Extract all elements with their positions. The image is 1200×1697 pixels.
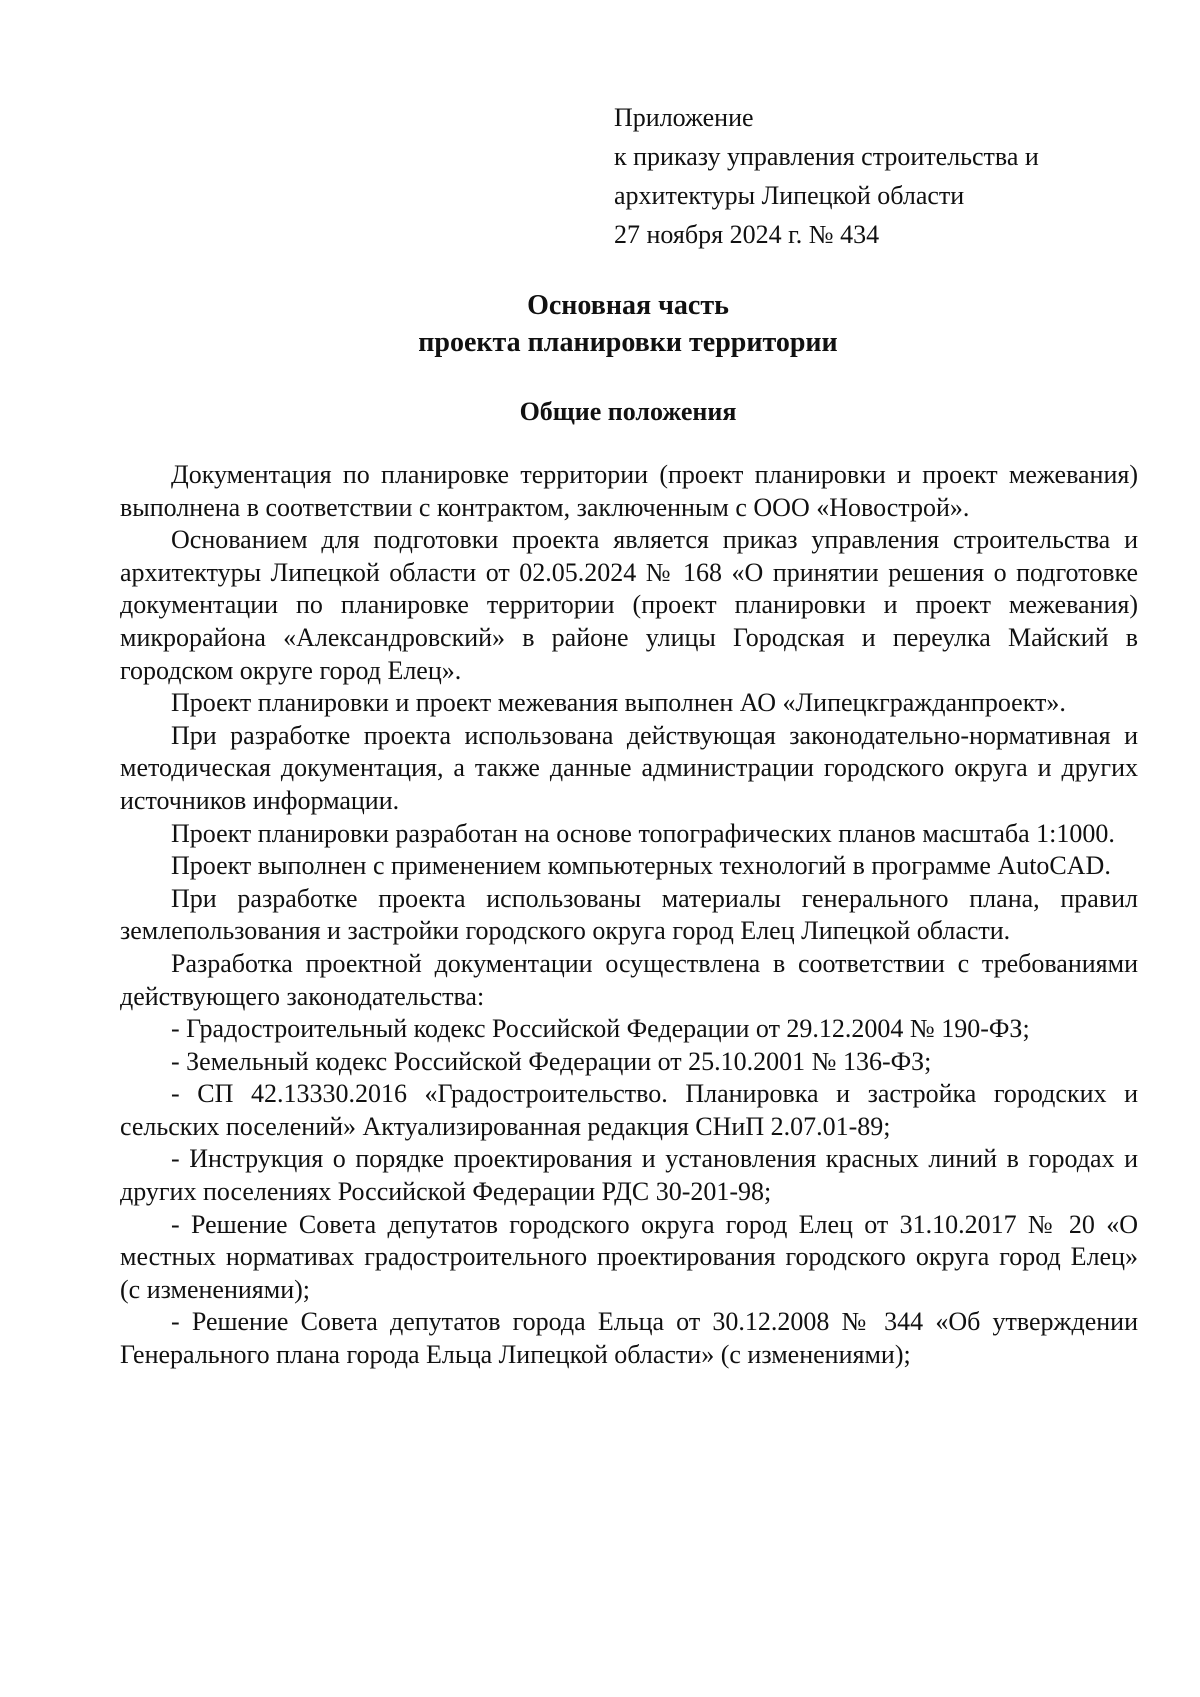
title-line-1: Основная часть <box>527 290 729 321</box>
paragraph: При разработке проекта использована действующая законодательно-нормативная и методическая документация, а также данные администрации городского округа и других источников информации. <box>120 720 1138 815</box>
list-item: - Инструкция о порядке проектирования и установления красных линий в городах и других поселениях Российской Федерации РДС 30-201-98; <box>120 1144 1138 1207</box>
appendix-line-2: к приказу управления строительства и <box>614 142 1039 171</box>
list-item: - Градостроительный кодекс Российской Федерации от 29.12.2004 № 190-ФЗ; <box>171 1014 1030 1044</box>
appendix-line-1: Приложение <box>614 103 754 132</box>
list-item: - Решение Совета депутатов города Ельца от 30.12.2008 № 344 «Об утверждении Генерального плана города Ельца Липецкой области» (с изменениями); <box>120 1307 1138 1370</box>
appendix-header <box>614 98 1039 254</box>
section-title: Общие положения <box>519 397 737 426</box>
document-body <box>120 459 1138 1372</box>
paragraph: Основанием для подготовки проекта является приказ управления строительства и архитектуры Липецкой области от 02.05.2024 № 168 «О принятии решения о подготовке документации по планировке территории (проект планировки и проект межевания) микрорайона «Александровский» в районе улицы Городская и переулка Майский в городском округе город Елец». <box>120 525 1138 685</box>
paragraph: Документация по планировке территории (проект планировки и проект межевания) выполнена в соответствии с контрактом, заключенным с ООО «Новострой». <box>120 460 1138 522</box>
paragraph: Проект планировки разработан на основе топографических планов масштаба 1:1000. <box>171 818 1115 848</box>
paragraph: Разработка проектной документации осуществлена в соответствии с требованиями действующего законодательства: <box>120 948 1138 1011</box>
list-item: - Решение Совета депутатов городского округа город Елец от 31.10.2017 № 20 «О местных нормативах градостроительного проектирования городского округа город Елец» (с изменениями); <box>120 1209 1138 1304</box>
list-item: - СП 42.13330.2016 «Градостроительство. Планировка и застройка городских и сельских поселений» Актуализированная редакция СНиП 2.07.01-89; <box>120 1079 1138 1141</box>
appendix-line-3: архитектуры Липецкой области <box>614 181 965 210</box>
appendix-line-4: 27 ноября 2024 г. № 434 <box>614 220 880 249</box>
paragraph: Проект планировки и проект межевания выполнен АО «Липецкгражданпроект». <box>171 688 1066 718</box>
paragraph: При разработке проекта использованы материалы генерального плана, правил землепользования и застройки городского округа город Елец Липецкой области. <box>120 883 1138 946</box>
paragraph: Проект выполнен с применением компьютерных технологий в программе AutoCAD. <box>171 851 1111 881</box>
list-item: - Земельный кодекс Российской Федерации от 25.10.2001 № 136-ФЗ; <box>171 1046 932 1076</box>
title-line-2: проекта планировки территории <box>418 327 838 358</box>
document-title <box>0 287 1200 361</box>
